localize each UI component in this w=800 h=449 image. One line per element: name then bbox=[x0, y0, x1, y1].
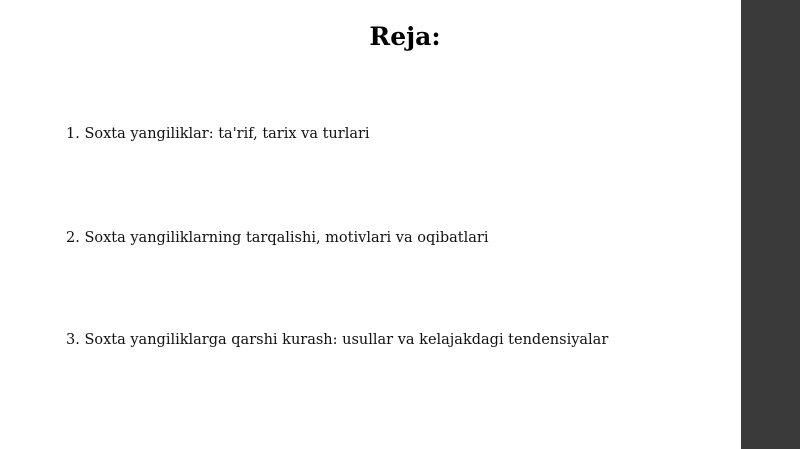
plan-item-1: 1. Soxta yangiliklar: ta'rif, tarix va turlari bbox=[66, 126, 370, 142]
plan-item-2: 2. Soxta yangiliklarning tarqalishi, motivlari va oqibatlari bbox=[66, 230, 489, 246]
side-panel bbox=[741, 0, 800, 449]
slide-title: Reja: bbox=[369, 22, 441, 51]
plan-item-3: 3. Soxta yangiliklarga qarshi kurash: usullar va kelajakdagi tendensiyalar bbox=[66, 332, 609, 348]
